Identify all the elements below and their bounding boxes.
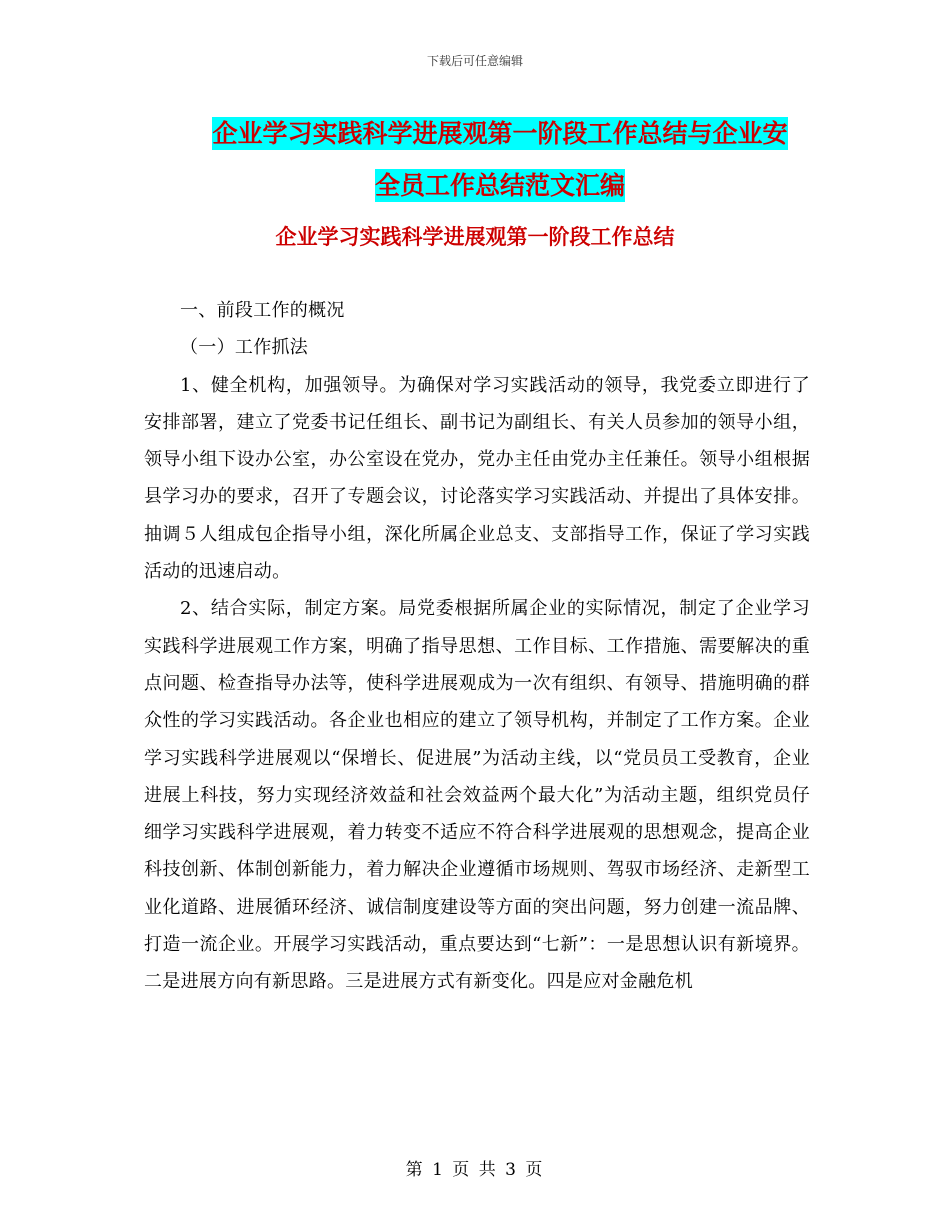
paragraph-2: 2、结合实际，制定方案。局党委根据所属企业的实际情况，制定了企业学习实践科学进展观工作方案，明确了指导思想、工作目标、工作措施、需要解决的重点问题、检查指导办法等，使科学进展观成为一次有组织、有领导、措施明确的群众性的学习实践活动。各企业也相应的建立了领导机构，并制定了工作方案。企业学习实践科学进展观以“保增长、促进展”为活动主线，以“党员员工受教育，企业进展上科技，努力实现经济效益和社会效益两个最大化”为活动主题，组织党员仔细学习实践科学进展观，着力转变不适应不符合科学进展观的思想观念，提高企业科技创新、体制创新能力，着力解决企业遵循市场规则、驾驭市场经济、走新型工业化道路、进展循环经济、诚信制度建设等方面的突出问题，努力创建一流品牌、打造一流企业。开展学习实践活动，重点要达到“七新”：一是思想认识有新境界。二是进展方向有新思路。三是进展方式有新变化。四是应对金融危机	[144, 598, 810, 993]
main-title-line-2: 全员工作总结范文汇编	[374, 171, 625, 200]
paragraph-1: 1、健全机构，加强领导。为确保对学习实践活动的领导，我党委立即进行了安排部署，建立了党委书记任组长、副书记为副组长、有关人员参加的领导小组，领导小组下设办公室，办公室设在党办，党办主任由党办主任兼任。领导小组根据县学习办的要求，召开了专题会议，讨论落实学习实践活动、并提出了具体安排。抽调５人组成包企指导小组，深化所属企业总支、支部指导工作，保证了学习实践活动的迅速启动。	[144, 374, 810, 583]
section-title: 企业学习实践科学进展观第一阶段工作总结	[275, 225, 675, 249]
header-note: 下载后可任意编辑	[426, 54, 523, 68]
heading-work-method: （一）工作抓法	[180, 337, 309, 359]
body-text	[144, 292, 810, 1001]
main-title-line-1: 企业学习实践科学进展观第一阶段工作总结与企业安	[212, 119, 788, 148]
main-title	[190, 108, 810, 212]
page-footer: 第 1 页 共 3 页	[405, 1160, 545, 1180]
heading-overview: 一、前段工作的概况	[180, 300, 345, 321]
